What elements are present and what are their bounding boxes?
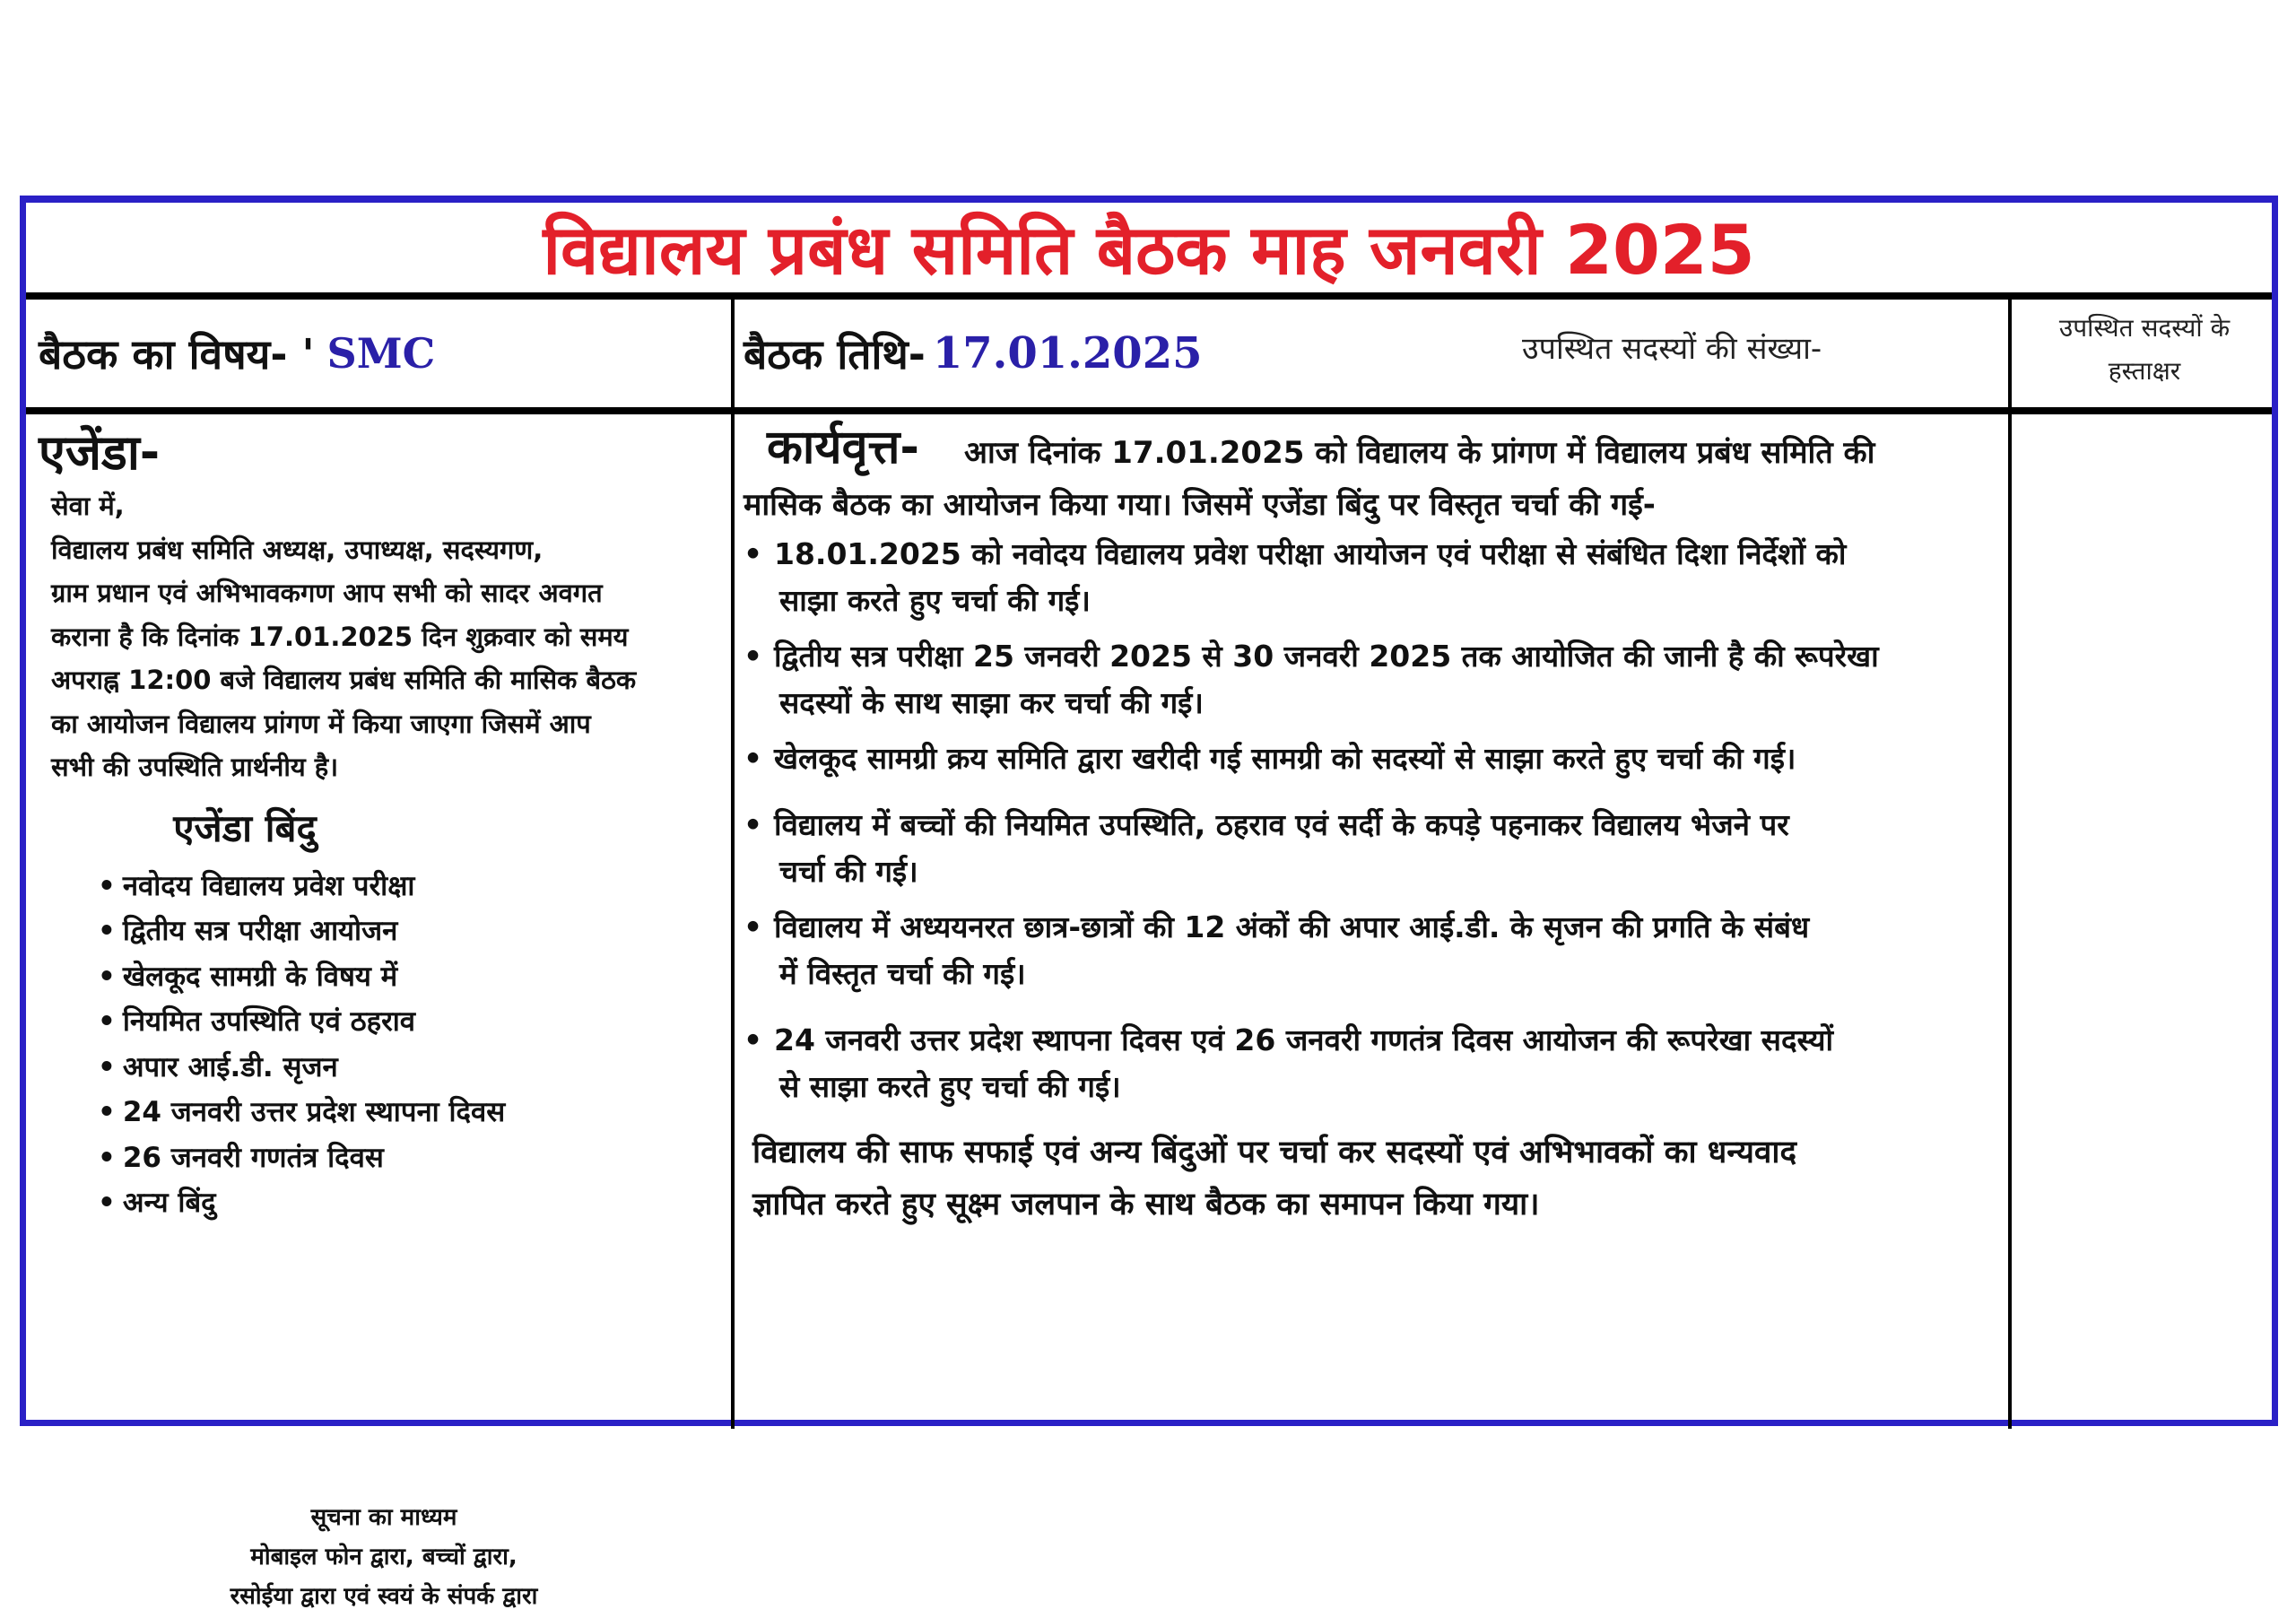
agenda-column (39, 422, 729, 1610)
agenda-points-list (39, 864, 729, 1226)
agenda-letter (39, 484, 729, 789)
agenda-point: • अपार आई.डी. सृजन (98, 1045, 729, 1091)
letter-line: कराना है कि दिनांक 17.01.2025 दिन शुक्रवार को समय (51, 621, 629, 652)
agenda-points-heading: एजेंडा बिंदु (173, 805, 317, 850)
minutes-item (744, 1017, 1999, 1110)
minutes-column (744, 422, 1999, 1231)
letter-line: सेवा में, (51, 491, 125, 521)
minutes-item-line2: से साझा करते हुए चर्चा की गई। (779, 1069, 1121, 1104)
date-label: बैठक तिथि- (744, 330, 926, 378)
letter-line: ग्राम प्रधान एवं अभिभावकगण आप सभी को सादर अवगत (51, 578, 603, 608)
subject-value: SMC (326, 329, 436, 378)
info-medium-line: रसोईया द्वारा एवं स्वयं के संपर्क द्वारा (230, 1583, 538, 1610)
members-count-label: उपस्थित सदस्यों की संख्या- (1522, 331, 1822, 367)
minutes-heading: कार्यवृत्त- (767, 421, 919, 474)
information-medium (39, 1498, 729, 1616)
agenda-heading: एजेंडा- (39, 424, 161, 481)
agenda-point: • अन्य बिंदु (98, 1180, 729, 1226)
minutes-item-line1: विद्यालय में अध्ययनरत छात्र-छात्रों की 12 अंकों की अपार आई.डी. के सृजन की प्रगति के संबंध (774, 909, 1810, 944)
agenda-point: • नवोदय विद्यालय प्रवेश परीक्षा (98, 864, 729, 909)
minutes-item-line1: द्वितीय सत्र परीक्षा 25 जनवरी 2025 से 30 जनवरी 2025 तक आयोजित की जानी है की रूपरेखा (774, 639, 1879, 674)
agenda-point: • 26 जनवरी गणतंत्र दिवस (98, 1135, 729, 1181)
meeting-document-frame (20, 196, 2278, 1610)
minutes-item-line2: में विस्तृत चर्चा की गई। (779, 956, 1026, 991)
meeting-date (744, 300, 1371, 407)
minutes-item-line1: खेलकूद सामग्री क्रय समिति द्वारा खरीदी गई सामग्री को सदस्यों से साझा करते हुए चर्चा की गई। (774, 741, 1796, 776)
column-divider-1 (731, 300, 735, 1429)
minutes-item-line1: 24 जनवरी उत्तर प्रदेश स्थापना दिवस एवं 26 जनवरी गणतंत्र दिवस आयोजन की रूपरेखा सदस्यों (774, 1022, 1834, 1057)
minutes-intro-line1 (744, 422, 1999, 479)
minutes-item (744, 633, 1999, 726)
info-medium-line: मोबाइल फोन द्वारा, बच्चों द्वारा, (250, 1544, 517, 1570)
agenda-point: • 24 जनवरी उत्तर प्रदेश स्थापना दिवस (98, 1090, 729, 1135)
minutes-item-line1: 18.01.2025 को नवोदय विद्यालय प्रवेश परीक्षा आयोजन एवं परीक्षा से संबंधित दिशा निर्देशों को (774, 536, 1847, 571)
minutes-item-line2: साझा करते हुए चर्चा की गई। (779, 583, 1091, 618)
letter-line: का आयोजन विद्यालय प्रांगण में किया जाएगा जिसमें आप (51, 708, 591, 739)
signatures-heading-line1: उपस्थित सदस्यों के (2058, 313, 2231, 343)
minutes-item (744, 735, 1999, 782)
letter-line: सभी की उपस्थिति प्रार्थनीय है। (51, 752, 339, 782)
minutes-list (744, 531, 1999, 1110)
column-divider-2 (2008, 300, 2012, 1429)
date-value: 17.01.2025 (932, 328, 1203, 378)
minutes-intro-text: आज दिनांक 17.01.2025 को विद्यालय के प्रांगण में विद्यालय प्रबंध समिति की (964, 435, 1875, 471)
agenda-point: • नियमित उपस्थिति एवं ठहराव (98, 999, 729, 1045)
signatures-heading-line2: हस्ताक्षर (2108, 356, 2181, 386)
info-medium-heading: सूचना का माध्यम (310, 1504, 457, 1531)
agenda-point: • द्वितीय सत्र परीक्षा आयोजन (98, 909, 729, 954)
minutes-item (744, 904, 1999, 997)
minutes-closing-line1: विद्यालय की साफ सफाई एवं अन्य बिंदुओं पर चर्चा कर सदस्यों एवं अभिभावकों का धन्यवाद (752, 1135, 1797, 1170)
agenda-point: • खेलकूद सामग्री के विषय में (98, 954, 729, 1000)
minutes-item-line2: सदस्यों के साथ साझा कर चर्चा की गई। (779, 685, 1204, 720)
subject-label: बैठक का विषय- ' (39, 330, 315, 378)
letter-line: अपराह्न 12:00 बजे विद्यालय प्रबंध समिति की मासिक बैठक (51, 665, 637, 695)
letter-line: विद्यालय प्रबंध समिति अध्यक्ष, उपाध्यक्ष, सदस्यगण, (51, 534, 544, 565)
meeting-subject (39, 300, 729, 407)
minutes-item-line2: चर्चा की गई। (779, 854, 918, 889)
document-title: विद्यालय प्रबंध समिति बैठक माह जनवरी 2025 (543, 209, 1755, 290)
minutes-intro-line2: मासिक बैठक का आयोजन किया गया। जिसमें एजेंडा बिंदु पर विस्तृत चर्चा की गई- (744, 487, 1656, 523)
title-row (26, 203, 2272, 300)
minutes-closing-line2: ज्ञापित करते हुए सूक्ष्म जलपान के साथ बैठक का समापन किया गया। (752, 1187, 1540, 1222)
minutes-item (744, 531, 1999, 624)
info-row (26, 300, 2272, 414)
minutes-item-line1: विद्यालय में बच्चों की नियमित उपस्थिति, ठहराव एवं सर्दी के कपड़े पहनाकर विद्यालय भेजने पर (774, 807, 1789, 842)
signatures-heading (2012, 307, 2277, 393)
minutes-item (744, 802, 1999, 895)
